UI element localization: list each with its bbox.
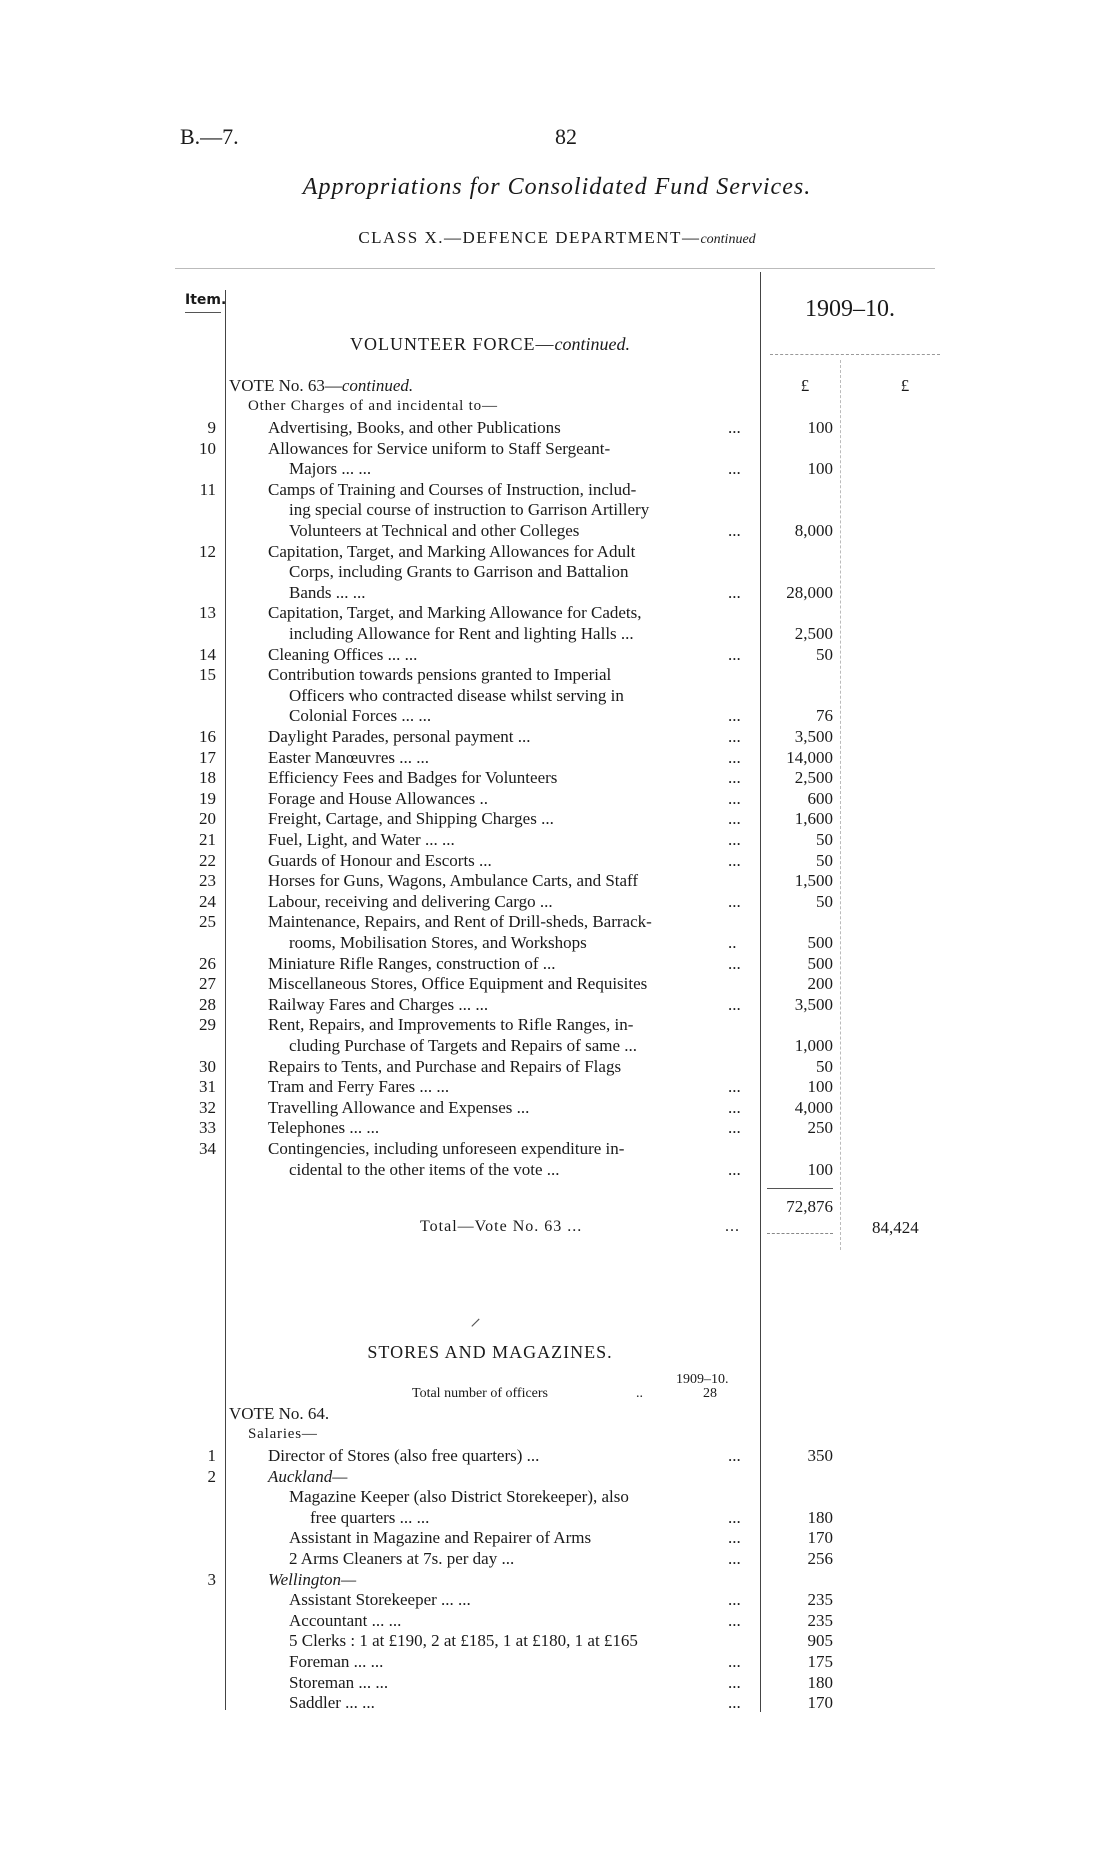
volunteer-item-row — [0, 892, 1114, 912]
item-number: 28 — [199, 995, 216, 1014]
item-amount: 3,500 — [794, 727, 833, 746]
volunteer-item-row — [0, 665, 1114, 685]
item-description: 5 Clerks : 1 at £190, 2 at £185, 1 at £180, 1 at £165 — [289, 1631, 638, 1650]
volunteer-item-row — [0, 439, 1114, 459]
leader-dots: ... — [728, 1693, 741, 1712]
item-description: Horses for Guns, Wagons, Ambulance Carts, and Staff — [268, 871, 639, 890]
item-description: Travelling Allowance and Expenses ... — [268, 1098, 530, 1117]
leader-dots: ... — [728, 954, 741, 973]
leader-dots: ... — [728, 521, 741, 540]
leader-dots: ... — [728, 1098, 741, 1117]
stores-item-row — [0, 1570, 1114, 1590]
item-amount: 600 — [807, 789, 833, 808]
item-number: 19 — [199, 789, 216, 808]
volunteer-item-row — [0, 851, 1114, 871]
item-amount: 1,600 — [794, 809, 833, 828]
item-number: 14 — [199, 645, 216, 664]
item-description: Accountant ... ... — [289, 1611, 402, 1630]
item-number: 15 — [199, 665, 216, 684]
item-number: 16 — [199, 727, 216, 746]
volunteer-item-row — [0, 645, 1114, 665]
document-reference: B.—7. — [180, 124, 239, 149]
page-title: Appropriations for Consolidated Fund Services. — [302, 174, 812, 200]
item-description: Capitation, Target, and Marking Allowances for Adult — [268, 542, 636, 561]
item-description: Forage and House Allowances .. — [268, 789, 489, 808]
leader-dots: ... — [728, 1611, 741, 1630]
volunteer-item-row — [0, 1015, 1114, 1035]
leader-dots: ... — [728, 748, 741, 767]
item-number: 10 — [199, 439, 216, 458]
class-heading-main: CLASS X.—DEFENCE DEPARTMENT— — [358, 228, 701, 247]
item-number: 20 — [199, 809, 216, 828]
item-number: 18 — [199, 768, 216, 787]
volunteer-item-row — [0, 500, 1114, 520]
item-description: Freight, Cartage, and Shipping Charges ... — [268, 809, 554, 828]
volunteer-item-row — [0, 583, 1114, 603]
volunteer-item-row — [0, 686, 1114, 706]
volunteer-item-row — [0, 830, 1114, 850]
item-amount: 50 — [816, 1057, 833, 1076]
leader-dots: ... — [728, 892, 741, 911]
item-description: rooms, Mobilisation Stores, and Workshops — [289, 933, 587, 952]
volunteer-item-row — [0, 871, 1114, 891]
item-description: Contingencies, including unforeseen expenditure in- — [268, 1139, 625, 1158]
item-description: Magazine Keeper (also District Storekeeper), also — [289, 1487, 629, 1506]
subtotal-rule — [767, 1188, 833, 1189]
volunteer-item-row — [0, 706, 1114, 726]
item-number: 27 — [199, 974, 216, 993]
leader-dots: ... — [728, 1077, 741, 1096]
leader-dots: ... — [728, 1673, 741, 1692]
volunteer-item-row — [0, 748, 1114, 768]
stores-item-row — [0, 1487, 1114, 1507]
volunteer-item-row — [0, 562, 1114, 582]
item-description: Wellington— — [268, 1570, 357, 1589]
item-number: 31 — [199, 1077, 216, 1096]
leader-dots: ... — [728, 768, 741, 787]
item-description: Contribution towards pensions granted to Imperial — [268, 665, 612, 684]
pound-symbol-1909: £ — [800, 376, 810, 395]
volunteer-item-row — [0, 954, 1114, 974]
item-amount: 256 — [807, 1549, 833, 1568]
officers-dots: .. — [636, 1386, 643, 1401]
item-amount: 100 — [807, 1160, 833, 1179]
volunteer-item-row — [0, 1077, 1114, 1097]
item-amount: 905 — [807, 1631, 833, 1650]
section-heading-stores: STORES AND MAGAZINES. — [367, 1342, 613, 1362]
item-description: Guards of Honour and Escorts ... — [268, 851, 492, 870]
item-description: Efficiency Fees and Badges for Volunteers — [268, 768, 558, 787]
item-description: Repairs to Tents, and Purchase and Repairs of Flags — [268, 1057, 622, 1076]
item-amount: 500 — [807, 933, 833, 952]
stores-item-row — [0, 1631, 1114, 1651]
item-amount: 235 — [807, 1611, 833, 1630]
pound-symbol-total: £ — [900, 376, 910, 395]
item-description: 2 Arms Cleaners at 7s. per day ... — [289, 1549, 515, 1568]
item-description: Tram and Ferry Fares ... ... — [268, 1077, 450, 1096]
item-number: 21 — [199, 830, 216, 849]
item-description: Majors ... ... — [289, 459, 372, 478]
item-description: Colonial Forces ... ... — [289, 706, 432, 725]
page-number: 82 — [555, 124, 577, 149]
leader-dots: ... — [728, 995, 741, 1014]
item-amount: 50 — [816, 851, 833, 870]
item-number: 33 — [199, 1118, 216, 1137]
item-description: Director of Stores (also free quarters) ... — [268, 1446, 540, 1465]
item-description: Auckland— — [268, 1467, 348, 1486]
item-description: Easter Manœuvres ... ... — [268, 748, 429, 767]
vote-63-subtotal: 72,876 — [786, 1197, 833, 1216]
item-description: Foreman ... ... — [289, 1652, 384, 1671]
item-number: 30 — [199, 1057, 216, 1076]
item-number: 1 — [207, 1446, 216, 1465]
item-number: 12 — [199, 542, 216, 561]
volunteer-item-row — [0, 995, 1114, 1015]
stores-item-row — [0, 1508, 1114, 1528]
item-number: 13 — [199, 603, 216, 622]
stores-item-row — [0, 1467, 1114, 1487]
header-separator — [175, 268, 935, 269]
salaries-subheading: Salaries— — [248, 1426, 318, 1442]
item-description: Assistant in Magazine and Repairer of Arms — [289, 1528, 592, 1547]
stores-item-row — [0, 1693, 1114, 1713]
item-number: 24 — [199, 892, 216, 911]
volunteer-item-row — [0, 789, 1114, 809]
volunteer-item-row — [0, 521, 1114, 541]
stores-item-row — [0, 1590, 1114, 1610]
item-description: cidental to the other items of the vote ... — [289, 1160, 560, 1179]
section-heading-volunteer-force: VOLUNTEER FORCE—continued. — [350, 334, 630, 354]
subtotal-rule-lower — [767, 1233, 833, 1234]
volunteer-item-row — [0, 542, 1114, 562]
stores-item-row — [0, 1611, 1114, 1631]
volunteer-item-row — [0, 1036, 1114, 1056]
item-number: 26 — [199, 954, 216, 973]
vote-63-total-label: Total—Vote No. 63 ... ... — [420, 1218, 740, 1235]
leader-dots: .. — [728, 933, 737, 952]
class-heading — [0, 228, 1114, 248]
item-amount: 175 — [807, 1652, 833, 1671]
stores-item-row — [0, 1446, 1114, 1466]
item-description: cluding Purchase of Targets and Repairs of same ... — [289, 1036, 638, 1055]
item-description: Rent, Repairs, and Improvements to Rifle Ranges, in- — [268, 1015, 634, 1034]
item-amount: 170 — [807, 1693, 833, 1712]
volunteer-item-row — [0, 418, 1114, 438]
leader-dots: ... — [728, 1590, 741, 1609]
item-amount: 170 — [807, 1528, 833, 1547]
volunteer-item-row — [0, 727, 1114, 747]
vote-63-heading: VOTE No. 63—continued. — [229, 376, 414, 395]
vote-64-heading: VOTE No. 64. — [229, 1404, 330, 1423]
item-number: 11 — [199, 480, 216, 499]
stores-item-row — [0, 1673, 1114, 1693]
item-number: 22 — [199, 851, 216, 870]
leader-dots: ... — [728, 1446, 741, 1465]
leader-dots: ... — [728, 418, 741, 437]
leader-dots: ... — [728, 583, 741, 602]
item-amount: 200 — [807, 974, 833, 993]
item-description: including Allowance for Rent and lighting Halls ... — [289, 624, 634, 643]
leader-dots: ... — [728, 1160, 741, 1179]
item-amount: 235 — [807, 1590, 833, 1609]
item-description: Storeman ... ... — [289, 1673, 389, 1692]
item-amount: 1,500 — [794, 871, 833, 890]
item-amount: 8,000 — [794, 521, 833, 540]
item-amount: 50 — [816, 830, 833, 849]
leader-dots: ... — [728, 789, 741, 808]
item-amount: 50 — [816, 892, 833, 911]
item-description: Maintenance, Repairs, and Rent of Drill-sheds, Barrack- — [268, 912, 652, 931]
volunteer-item-row — [0, 912, 1114, 932]
class-heading-continued: continued — [700, 232, 756, 247]
item-description: Labour, receiving and delivering Cargo ... — [268, 892, 553, 911]
leader-dots: ... — [728, 727, 741, 746]
item-description: Miniature Rifle Ranges, construction of ... — [268, 954, 556, 973]
volunteer-item-row — [0, 1057, 1114, 1077]
item-number: 17 — [199, 748, 216, 767]
officers-count: 28 — [703, 1386, 717, 1401]
item-description: ing special course of instruction to Garrison Artillery — [289, 500, 650, 519]
item-amount: 1,000 — [794, 1036, 833, 1055]
year-column-header: 1909–10. — [805, 296, 895, 322]
item-amount: 180 — [807, 1508, 833, 1527]
item-amount: 14,000 — [786, 748, 833, 767]
item-number: 3 — [207, 1570, 216, 1589]
leader-dots: ... — [728, 830, 741, 849]
item-number: 2 — [207, 1467, 216, 1486]
item-amount: 100 — [807, 418, 833, 437]
item-amount: 28,000 — [786, 583, 833, 602]
item-description: Miscellaneous Stores, Office Equipment and Requisites — [268, 974, 648, 993]
tick-mark: ⸝ — [470, 1305, 482, 1330]
leader-dots: ... — [728, 851, 741, 870]
volunteer-item-row — [0, 768, 1114, 788]
item-description: Daylight Parades, personal payment ... — [268, 727, 531, 746]
item-number: 25 — [199, 912, 216, 931]
stores-item-row — [0, 1549, 1114, 1569]
item-description: free quarters ... ... — [310, 1508, 430, 1527]
volunteer-item-row — [0, 809, 1114, 829]
leader-dots: ... — [728, 1528, 741, 1547]
item-amount: 2,500 — [794, 768, 833, 787]
volunteer-item-row — [0, 1139, 1114, 1159]
item-amount: 180 — [807, 1673, 833, 1692]
volunteer-item-row — [0, 1118, 1114, 1138]
item-description: Telephones ... ... — [268, 1118, 380, 1137]
volunteer-item-row — [0, 974, 1114, 994]
item-column-header: Item. — [185, 292, 227, 308]
item-amount: 50 — [816, 645, 833, 664]
item-description: Allowances for Service uniform to Staff Sergeant- — [268, 439, 611, 458]
item-number: 23 — [199, 871, 216, 890]
leader-dots: ... — [728, 1508, 741, 1527]
volunteer-item-row — [0, 480, 1114, 500]
item-amount: 100 — [807, 459, 833, 478]
item-description: Cleaning Offices ... ... — [268, 645, 418, 664]
item-description: Saddler ... ... — [289, 1693, 375, 1712]
stores-item-row — [0, 1652, 1114, 1672]
leader-dots: ... — [728, 1652, 741, 1671]
item-description: Railway Fares and Charges ... ... — [268, 995, 489, 1014]
volunteer-item-row — [0, 459, 1114, 479]
item-amount: 350 — [807, 1446, 833, 1465]
item-description: Advertising, Books, and other Publications — [268, 418, 561, 437]
leader-dots: ... — [728, 706, 741, 725]
item-amount: 3,500 — [794, 995, 833, 1014]
item-description: Corps, including Grants to Garrison and Battalion — [289, 562, 629, 581]
year-header-rule — [770, 354, 940, 355]
item-number: 32 — [199, 1098, 216, 1117]
volunteer-item-row — [0, 1160, 1114, 1180]
volunteer-item-row — [0, 624, 1114, 644]
leader-dots: ... — [728, 459, 741, 478]
item-description: Assistant Storekeeper ... ... — [289, 1590, 471, 1609]
item-amount: 76 — [816, 706, 833, 725]
item-amount: 2,500 — [794, 624, 833, 643]
item-description: Fuel, Light, and Water ... ... — [268, 830, 455, 849]
leader-dots: ... — [728, 1118, 741, 1137]
other-charges-subheading: Other Charges of and incidental to— — [248, 398, 498, 414]
volunteer-item-row — [0, 933, 1114, 953]
leader-dots: ... — [728, 1549, 741, 1568]
item-description: Camps of Training and Courses of Instruction, includ- — [268, 480, 637, 499]
item-description: Volunteers at Technical and other Colleges — [289, 521, 580, 540]
volunteer-item-row — [0, 603, 1114, 623]
stores-item-row — [0, 1528, 1114, 1548]
item-amount: 100 — [807, 1077, 833, 1096]
item-description: Bands ... ... — [289, 583, 366, 602]
volunteer-item-row — [0, 1098, 1114, 1118]
item-number: 34 — [199, 1139, 216, 1158]
item-number: 9 — [207, 418, 216, 437]
leader-dots: ... — [728, 809, 741, 828]
item-amount: 4,000 — [794, 1098, 833, 1117]
item-amount: 250 — [807, 1118, 833, 1137]
item-description: Officers who contracted disease whilst serving in — [289, 686, 624, 705]
item-amount: 500 — [807, 954, 833, 973]
vote-63-grand-total: 84,424 — [872, 1218, 919, 1237]
item-header-rule — [185, 312, 221, 313]
officers-label: Total number of officers — [412, 1386, 548, 1401]
item-description: Capitation, Target, and Marking Allowance for Cadets, — [268, 603, 642, 622]
officers-year: 1909–10. — [676, 1372, 729, 1387]
leader-dots: ... — [728, 645, 741, 664]
item-number: 29 — [199, 1015, 216, 1034]
